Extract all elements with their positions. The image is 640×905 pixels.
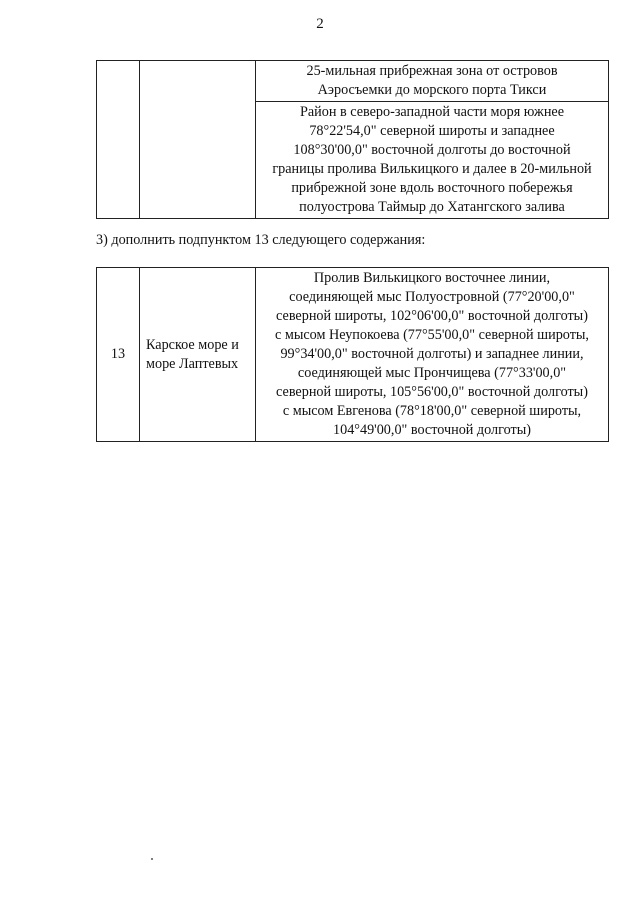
description-line: северной широты, 105°56'00,0" восточной долготы) — [276, 384, 588, 400]
area-description-cell — [256, 268, 609, 442]
description-line: 99°34'00,0" восточной долготы) и западнее линии, — [280, 346, 584, 362]
area-description-cell — [256, 102, 609, 219]
description-line: с мысом Неупокоева (77°55'00,0" северной широты, — [275, 327, 589, 343]
row-number-cell — [97, 61, 140, 219]
description-line: Аэросъемки до морского порта Тикси — [317, 82, 547, 98]
sea-name-cell — [140, 61, 256, 219]
table-row — [97, 61, 609, 102]
sea-name-cell — [140, 268, 256, 442]
coordinates-table-continued — [96, 60, 609, 219]
description-line: полуострова Таймыр до Хатангского залива — [299, 199, 565, 215]
amendment-paragraph: 3) дополнить подпунктом 13 следующего содержания: — [96, 232, 426, 248]
description-line: Пролив Вилькицкого восточнее линии, — [313, 270, 551, 286]
page-number: 2 — [316, 16, 324, 32]
description-line: 108°30'00,0" восточной долготы до восточной — [293, 142, 571, 158]
row-number-cell — [97, 268, 140, 442]
description-line: с мысом Евгенова (78°18'00,0" северной широты, — [282, 403, 582, 419]
sea-name-line: море Лаптевых — [146, 355, 239, 372]
description-line: соединяющей мыс Прончищева (77°33'00,0" — [297, 365, 567, 381]
description-line: северной широты, 102°06'00,0" восточной долготы) — [276, 308, 588, 324]
description-line: 104°49'00,0" восточной долготы) — [333, 422, 531, 438]
description-line: 25-мильная прибрежная зона от островов — [306, 63, 558, 79]
description-line: границы пролива Вилькицкого и далее в 20-мильной — [272, 161, 592, 177]
description-line: 78°22'54,0" северной широты и западнее — [309, 123, 555, 139]
area-description-cell — [256, 61, 609, 102]
scan-speck — [151, 858, 153, 860]
sea-name-line: Карское море и — [146, 336, 239, 353]
row-number: 13 — [110, 346, 126, 362]
description-line: прибрежной зоне вдоль восточного побережья — [291, 180, 573, 196]
subclause-13-table — [96, 267, 609, 442]
table-row — [97, 268, 609, 442]
description-line: Район в северо-западной части моря южнее — [299, 104, 565, 120]
description-line: соединяющей мыс Полуостровной (77°20'00,0" — [289, 289, 575, 305]
